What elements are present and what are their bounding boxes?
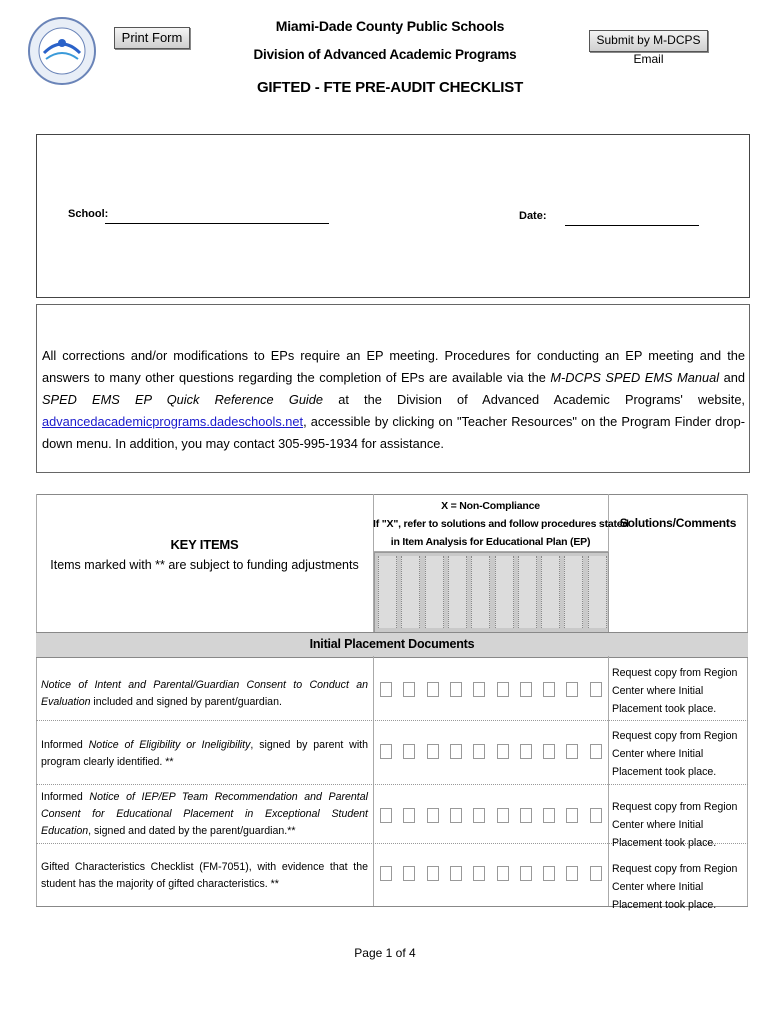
section-title: Initial Placement Documents — [309, 637, 475, 651]
compliance-column — [541, 556, 560, 628]
page-title: GIFTED - FTE PRE-AUDIT CHECKLIST — [256, 79, 524, 96]
compliance-column — [518, 556, 537, 628]
compliance-checkbox[interactable] — [543, 744, 555, 759]
compliance-checkbox[interactable] — [543, 808, 555, 823]
compliance-checkbox[interactable] — [403, 808, 415, 823]
row-4-item: Gifted Characteristics Checklist (FM-7051), with evidence that the student has the majority of gifted characteristics. ** — [41, 861, 368, 890]
compliance-checkbox[interactable] — [497, 808, 509, 823]
row-1-item: Notice of Intent and Parental/Guardian Consent to Conduct an Evaluation included and signed by parent/guardian. — [41, 679, 368, 708]
compliance-checkbox[interactable] — [497, 744, 509, 759]
compliance-checkbox[interactable] — [380, 744, 392, 759]
compliance-column — [425, 556, 444, 628]
compliance-checkbox[interactable] — [590, 866, 602, 881]
school-info-box — [36, 134, 750, 298]
row-2-solution: Request copy from Region Center where Initial Placement took place. — [612, 730, 738, 778]
compliance-checkbox[interactable] — [497, 866, 509, 881]
compliance-checkbox[interactable] — [403, 744, 415, 759]
compliance-checkbox[interactable] — [497, 682, 509, 697]
compliance-column — [448, 556, 467, 628]
compliance-checkbox[interactable] — [473, 682, 485, 697]
row-3-item: Informed Notice of IEP/EP Team Recommendation and Parental Consent for Educational Placement in Exceptional Student Education, signed and dated by the parent/guardian.** — [41, 791, 368, 837]
compliance-column — [495, 556, 514, 628]
compliance-checkbox[interactable] — [566, 744, 578, 759]
print-form-button[interactable]: Print Form — [114, 27, 190, 49]
compliance-column — [401, 556, 420, 628]
intro-paragraph: All corrections and/or modifications to EPs require an EP meeting. Procedures for conducting an EP meeting and the answers to many other questions regarding the completion of EPs are available via the M-DCPS SPED EMS Manual and SPED EMS EP Quick Reference Guide at the Division of Advanced Academic Programs' website, advancedacademicprograms.dadeschools.net, accessible by clicking on "Teacher Resources" on the Program Finder drop-down menu. In addition, you may contact 305-995-1934 for assistance. — [42, 348, 745, 451]
compliance-checkbox[interactable] — [566, 808, 578, 823]
compliance-checkbox[interactable] — [566, 866, 578, 881]
noncompliance-line2: If "X", refer to solutions and follow procedures stated — [373, 518, 629, 530]
compliance-checkbox[interactable] — [520, 808, 532, 823]
compliance-checkbox[interactable] — [520, 682, 532, 697]
submit-email-button[interactable]: Submit by M-DCPS Email — [589, 30, 708, 52]
compliance-checkbox[interactable] — [427, 682, 439, 697]
noncompliance-line1: X = Non-Compliance — [441, 500, 540, 512]
compliance-checkbox[interactable] — [403, 682, 415, 697]
compliance-checkbox[interactable] — [543, 866, 555, 881]
compliance-checkbox[interactable] — [450, 866, 462, 881]
district-logo — [28, 17, 96, 85]
compliance-column — [564, 556, 583, 628]
compliance-checkbox[interactable] — [450, 744, 462, 759]
solutions-header: Solutions/Comments — [619, 516, 737, 530]
compliance-checkbox[interactable] — [473, 866, 485, 881]
district-name: Miami-Dade County Public Schools — [275, 18, 505, 34]
website-link[interactable]: advancedacademicprograms.dadeschools.net — [42, 414, 304, 429]
row-3-solution: Request copy from Region Center where Initial Placement took place. — [612, 801, 738, 849]
key-items-title: KEY ITEMS — [170, 537, 239, 552]
row-2-item: Informed Notice of Eligibility or Ineligibility, signed by parent with program clearly identified. ** — [41, 739, 369, 768]
compliance-column — [378, 556, 397, 628]
compliance-column — [588, 556, 607, 628]
compliance-checkbox[interactable] — [380, 682, 392, 697]
school-label: School: — [68, 208, 109, 220]
compliance-checkbox[interactable] — [590, 682, 602, 697]
compliance-checkbox[interactable] — [590, 808, 602, 823]
compliance-checkbox[interactable] — [450, 682, 462, 697]
school-field[interactable] — [105, 223, 329, 224]
date-field[interactable] — [565, 225, 699, 226]
compliance-checkbox[interactable] — [427, 866, 439, 881]
compliance-checkbox[interactable] — [520, 866, 532, 881]
key-items-subtitle: Items marked with ** are subject to funding adjustments — [50, 558, 359, 572]
compliance-checkbox[interactable] — [403, 866, 415, 881]
compliance-checkbox[interactable] — [520, 744, 532, 759]
row-4-solution: Request copy from Region Center where Initial Placement took place. — [612, 863, 738, 911]
division-name: Division of Advanced Academic Programs — [253, 47, 517, 62]
compliance-checkbox[interactable] — [427, 744, 439, 759]
page-number: Page 1 of 4 — [354, 946, 416, 960]
compliance-checkbox[interactable] — [380, 866, 392, 881]
compliance-column — [471, 556, 490, 628]
compliance-checkbox[interactable] — [473, 808, 485, 823]
compliance-checkbox[interactable] — [543, 682, 555, 697]
compliance-checkbox[interactable] — [566, 682, 578, 697]
noncompliance-line3: in Item Analysis for Educational Plan (EP) — [390, 536, 591, 548]
compliance-checkbox[interactable] — [473, 744, 485, 759]
date-label: Date: — [519, 210, 547, 222]
compliance-checkbox[interactable] — [380, 808, 392, 823]
compliance-checkbox[interactable] — [590, 744, 602, 759]
compliance-checkbox[interactable] — [450, 808, 462, 823]
row-1-solution: Request copy from Region Center where Initial Placement took place. — [612, 667, 738, 715]
compliance-checkbox[interactable] — [427, 808, 439, 823]
